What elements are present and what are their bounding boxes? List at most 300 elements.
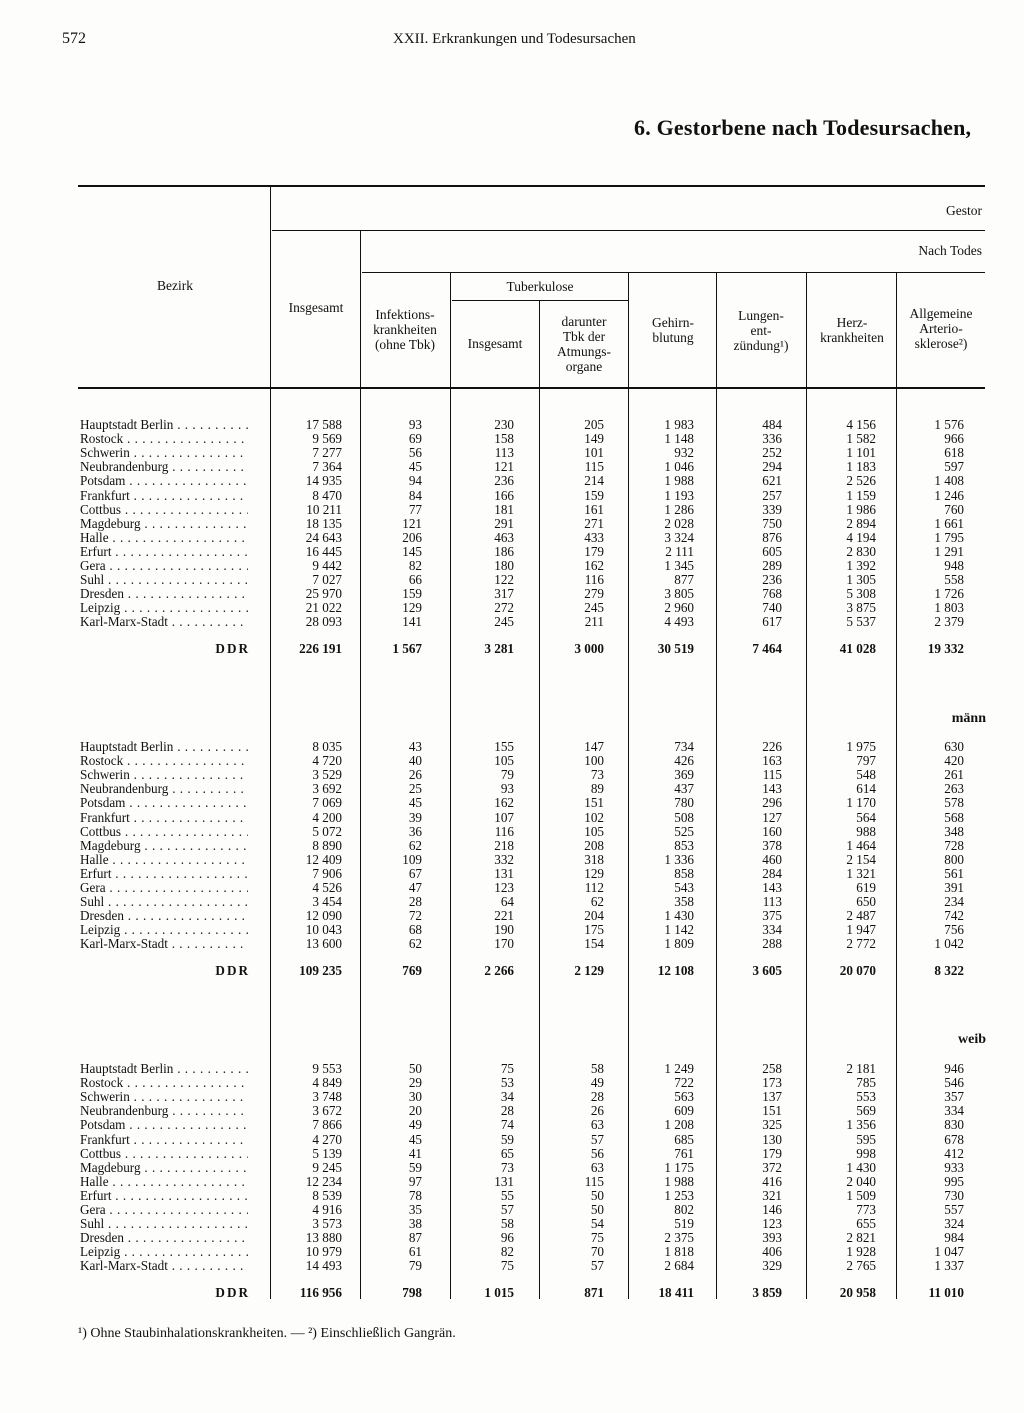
bezirk-name: Cottbus . . . bbox=[80, 1147, 248, 1161]
cell-value: 68 bbox=[408, 922, 422, 937]
cell-value: 39 bbox=[408, 810, 422, 825]
header-divider bbox=[806, 273, 807, 387]
cell-value: 64 bbox=[500, 894, 514, 909]
cell-value: 4 493 bbox=[664, 614, 694, 629]
cell-value: 750 bbox=[762, 516, 782, 531]
cell-value: 1 576 bbox=[934, 417, 964, 432]
cell-value: 800 bbox=[944, 852, 964, 867]
header-tuberkulose: Tuberkulose bbox=[506, 279, 574, 294]
table-row bbox=[0, 615, 1024, 629]
bezirk-name: Suhl . . . bbox=[80, 1217, 248, 1231]
cell-value: 761 bbox=[674, 1146, 694, 1161]
bezirk-name: Potsdam . . . bbox=[80, 796, 248, 810]
cell-value: 1 582 bbox=[846, 431, 876, 446]
table-row bbox=[0, 1147, 1024, 1161]
cell-value: 129 bbox=[584, 866, 604, 881]
cell-value: 89 bbox=[590, 781, 604, 796]
cell-value: 154 bbox=[584, 936, 604, 951]
cell-value: 257 bbox=[762, 488, 782, 503]
cell-value: 28 093 bbox=[305, 614, 342, 629]
cell-value: 28 bbox=[500, 1103, 514, 1118]
cell-value: 10 043 bbox=[305, 922, 342, 937]
bezirk-name: Rostock . . . bbox=[80, 754, 248, 768]
cell-value: 1 047 bbox=[934, 1244, 964, 1259]
table-row bbox=[0, 1118, 1024, 1132]
cell-value: 170 bbox=[494, 936, 514, 951]
cell-value: 2 765 bbox=[846, 1258, 876, 1273]
cell-value: 74 bbox=[500, 1117, 514, 1132]
cell-value: 2 830 bbox=[846, 544, 876, 559]
cell-value: 30 519 bbox=[657, 641, 694, 656]
header-herzkrankheiten: Herz- krankheiten bbox=[820, 315, 884, 345]
cell-value: 948 bbox=[944, 558, 964, 573]
cell-value: 9 442 bbox=[312, 558, 342, 573]
cell-value: 49 bbox=[590, 1075, 604, 1090]
table-row bbox=[0, 881, 1024, 895]
cell-value: 2 684 bbox=[664, 1258, 694, 1273]
cell-value: 2 181 bbox=[846, 1061, 876, 1076]
cell-value: 12 409 bbox=[305, 852, 342, 867]
cell-value: 2 375 bbox=[664, 1230, 694, 1245]
cell-value: 1 336 bbox=[664, 852, 694, 867]
cell-value: 3 573 bbox=[312, 1216, 342, 1231]
cell-value: 28 bbox=[408, 894, 422, 909]
cell-value: 1 175 bbox=[664, 1160, 694, 1175]
cell-value: 102 bbox=[584, 810, 604, 825]
cell-value: 204 bbox=[584, 908, 604, 923]
cell-value: 9 245 bbox=[312, 1160, 342, 1175]
cell-value: 145 bbox=[402, 544, 422, 559]
cell-value: 3 454 bbox=[312, 894, 342, 909]
cell-value: 155 bbox=[494, 739, 514, 754]
cell-value: 205 bbox=[584, 417, 604, 432]
cell-value: 162 bbox=[494, 795, 514, 810]
cell-value: 49 bbox=[408, 1117, 422, 1132]
cell-value: 54 bbox=[590, 1216, 604, 1231]
cell-value: 13 880 bbox=[305, 1230, 342, 1245]
cell-value: 62 bbox=[408, 936, 422, 951]
cell-value: 115 bbox=[584, 1174, 604, 1189]
table-title: 6. Gestorbene nach Todesursachen, bbox=[634, 115, 972, 140]
cell-value: 3 805 bbox=[664, 586, 694, 601]
cell-value: 1 947 bbox=[846, 922, 876, 937]
cell-value: 296 bbox=[762, 795, 782, 810]
cell-value: 206 bbox=[402, 530, 422, 545]
cell-value: 5 139 bbox=[312, 1146, 342, 1161]
table-row bbox=[0, 1217, 1024, 1231]
cell-value: 2 894 bbox=[846, 516, 876, 531]
table-row bbox=[0, 782, 1024, 796]
table-row bbox=[0, 825, 1024, 839]
table-row bbox=[0, 1259, 1024, 1273]
cell-value: 876 bbox=[762, 530, 782, 545]
cell-value: 336 bbox=[762, 431, 782, 446]
cell-value: 858 bbox=[674, 866, 694, 881]
cell-value: 1 142 bbox=[664, 922, 694, 937]
cell-value: 218 bbox=[494, 838, 514, 853]
cell-value: 8 890 bbox=[312, 838, 342, 853]
cell-value: 72 bbox=[408, 908, 422, 923]
cell-value: 756 bbox=[944, 922, 964, 937]
header-tbk-insgesamt: Insgesamt bbox=[467, 336, 523, 351]
cell-value: 57 bbox=[590, 1132, 604, 1147]
cell-value: 61 bbox=[408, 1244, 422, 1259]
cell-value: 147 bbox=[584, 739, 604, 754]
cell-value: 1 818 bbox=[664, 1244, 694, 1259]
bezirk-name: Schwerin . . . bbox=[80, 1090, 248, 1104]
cell-value: 2 154 bbox=[846, 852, 876, 867]
cell-value: 1 928 bbox=[846, 1244, 876, 1259]
cell-value: 932 bbox=[674, 445, 694, 460]
cell-value: 123 bbox=[494, 880, 514, 895]
cell-value: 58 bbox=[500, 1216, 514, 1231]
cell-value: 271 bbox=[584, 516, 604, 531]
cell-value: 79 bbox=[408, 1258, 422, 1273]
cell-value: 339 bbox=[762, 502, 782, 517]
cell-value: 75 bbox=[500, 1061, 514, 1076]
bezirk-name: Neubrandenburg . . . bbox=[80, 460, 248, 474]
cell-value: 50 bbox=[408, 1061, 422, 1076]
total-row bbox=[0, 1285, 1024, 1301]
cell-value: 4 194 bbox=[846, 530, 876, 545]
table-row bbox=[0, 587, 1024, 601]
cell-value: 334 bbox=[944, 1103, 964, 1118]
cell-value: 84 bbox=[408, 488, 422, 503]
cell-value: 4 526 bbox=[312, 880, 342, 895]
header-nach-todes: Nach Todes bbox=[918, 243, 982, 258]
cell-value: 208 bbox=[584, 838, 604, 853]
cell-value: 1 170 bbox=[846, 795, 876, 810]
cell-value: 59 bbox=[408, 1160, 422, 1175]
cell-value: 420 bbox=[944, 753, 964, 768]
cell-value: 728 bbox=[944, 838, 964, 853]
header-bottom-rule bbox=[78, 387, 985, 389]
cell-value: 1 975 bbox=[846, 739, 876, 754]
cell-value: 558 bbox=[944, 572, 964, 587]
cell-value: 18 411 bbox=[658, 1285, 694, 1300]
table-row bbox=[0, 923, 1024, 937]
cell-value: 45 bbox=[408, 795, 422, 810]
bezirk-name: Erfurt . . . bbox=[80, 1189, 248, 1203]
cell-value: 1 567 bbox=[392, 641, 422, 656]
cell-value: 26 bbox=[590, 1103, 604, 1118]
cell-value: 36 bbox=[408, 824, 422, 839]
cell-value: 236 bbox=[762, 572, 782, 587]
cell-value: 13 600 bbox=[305, 936, 342, 951]
cell-value: 12 090 bbox=[305, 908, 342, 923]
cell-value: 378 bbox=[762, 838, 782, 853]
table-row bbox=[0, 754, 1024, 768]
cell-value: 272 bbox=[494, 600, 514, 615]
cell-value: 1 661 bbox=[934, 516, 964, 531]
table-row bbox=[0, 768, 1024, 782]
cell-value: 284 bbox=[762, 866, 782, 881]
cell-value: 1 803 bbox=[934, 600, 964, 615]
cell-value: 877 bbox=[674, 572, 694, 587]
bezirk-name: Suhl . . . bbox=[80, 573, 248, 587]
cell-value: 35 bbox=[408, 1202, 422, 1217]
cell-value: 69 bbox=[408, 431, 422, 446]
bezirk-name: Dresden . . . bbox=[80, 587, 248, 601]
cell-value: 161 bbox=[584, 502, 604, 517]
cell-value: 226 bbox=[762, 739, 782, 754]
table-row bbox=[0, 909, 1024, 923]
cell-value: 163 bbox=[762, 753, 782, 768]
cell-value: 162 bbox=[584, 558, 604, 573]
cell-value: 109 bbox=[402, 852, 422, 867]
cell-value: 41 bbox=[408, 1146, 422, 1161]
cell-value: 3 281 bbox=[484, 641, 514, 656]
cell-value: 1 246 bbox=[934, 488, 964, 503]
cell-value: 137 bbox=[762, 1089, 782, 1104]
table-row bbox=[0, 1104, 1024, 1118]
cell-value: 73 bbox=[590, 767, 604, 782]
cell-value: 568 bbox=[944, 810, 964, 825]
section-label: weib bbox=[958, 1032, 986, 1047]
bezirk-name: Gera . . . bbox=[80, 881, 248, 895]
cell-value: 730 bbox=[944, 1188, 964, 1203]
cell-value: 14 493 bbox=[305, 1258, 342, 1273]
bezirk-name: Magdeburg . . . bbox=[80, 517, 248, 531]
cell-value: 65 bbox=[500, 1146, 514, 1161]
cell-value: 245 bbox=[584, 600, 604, 615]
cell-value: 7 906 bbox=[312, 866, 342, 881]
cell-value: 58 bbox=[590, 1061, 604, 1076]
cell-value: 722 bbox=[674, 1075, 694, 1090]
header-gestor: Gestor bbox=[946, 203, 982, 218]
header-divider bbox=[628, 273, 629, 387]
bezirk-name: Karl-Marx-Stadt . . . bbox=[80, 1259, 248, 1273]
cell-value: 158 bbox=[494, 431, 514, 446]
cell-value: 45 bbox=[408, 459, 422, 474]
bezirk-name: Gera . . . bbox=[80, 559, 248, 573]
cell-value: 525 bbox=[674, 824, 694, 839]
bezirk-name: Suhl . . . bbox=[80, 895, 248, 909]
cell-value: 3 672 bbox=[312, 1103, 342, 1118]
cell-value: 2 526 bbox=[846, 473, 876, 488]
cell-value: 2 028 bbox=[664, 516, 694, 531]
cell-value: 56 bbox=[408, 445, 422, 460]
header-divider bbox=[716, 273, 717, 387]
cell-value: 358 bbox=[674, 894, 694, 909]
cell-value: 63 bbox=[590, 1160, 604, 1175]
table-row bbox=[0, 1090, 1024, 1104]
cell-value: 768 bbox=[762, 586, 782, 601]
cell-value: 20 958 bbox=[839, 1285, 876, 1300]
table-row bbox=[0, 559, 1024, 573]
cell-value: 760 bbox=[944, 502, 964, 517]
cell-value: 57 bbox=[500, 1202, 514, 1217]
cell-value: 655 bbox=[856, 1216, 876, 1231]
cell-value: 5 537 bbox=[846, 614, 876, 629]
cell-value: 3 692 bbox=[312, 781, 342, 796]
cell-value: 1 193 bbox=[664, 488, 694, 503]
cell-value: 186 bbox=[494, 544, 514, 559]
cell-value: 1 208 bbox=[664, 1117, 694, 1132]
cell-value: 1 286 bbox=[664, 502, 694, 517]
cell-value: 9 553 bbox=[312, 1061, 342, 1076]
table-row bbox=[0, 460, 1024, 474]
running-head: XXII. Erkrankungen und Todesursachen bbox=[393, 31, 636, 47]
header-divider bbox=[270, 187, 271, 387]
bezirk-name: Frankfurt . . . bbox=[80, 489, 248, 503]
table-row bbox=[0, 811, 1024, 825]
cell-value: 97 bbox=[408, 1174, 422, 1189]
cell-value: 55 bbox=[500, 1188, 514, 1203]
cell-value: 93 bbox=[408, 417, 422, 432]
cell-value: 179 bbox=[584, 544, 604, 559]
cell-value: 742 bbox=[944, 908, 964, 923]
header-divider bbox=[360, 231, 361, 387]
table-row bbox=[0, 1175, 1024, 1189]
cell-value: 41 028 bbox=[839, 641, 876, 656]
bezirk-name: Neubrandenburg . . . bbox=[80, 1104, 248, 1118]
cell-value: 50 bbox=[590, 1188, 604, 1203]
cell-value: 7 069 bbox=[312, 795, 342, 810]
cell-value: 372 bbox=[762, 1160, 782, 1175]
cell-value: 4 156 bbox=[846, 417, 876, 432]
cell-value: 853 bbox=[674, 838, 694, 853]
cell-value: 617 bbox=[762, 614, 782, 629]
cell-value: 1 408 bbox=[934, 473, 964, 488]
bezirk-name: Frankfurt . . . bbox=[80, 1133, 248, 1147]
cell-value: 294 bbox=[762, 459, 782, 474]
cell-value: 252 bbox=[762, 445, 782, 460]
cell-value: 334 bbox=[762, 922, 782, 937]
bezirk-name: DDR bbox=[215, 641, 250, 656]
cell-value: 3 875 bbox=[846, 600, 876, 615]
cell-value: 151 bbox=[584, 795, 604, 810]
cell-value: 116 956 bbox=[299, 1285, 342, 1300]
cell-value: 288 bbox=[762, 936, 782, 951]
header-arteriosklerose: Allgemeine Arterio- sklerose²) bbox=[909, 306, 973, 351]
cell-value: 678 bbox=[944, 1132, 964, 1147]
cell-value: 871 bbox=[584, 1285, 604, 1300]
cell-value: 321 bbox=[762, 1188, 782, 1203]
cell-value: 67 bbox=[408, 866, 422, 881]
cell-value: 802 bbox=[674, 1202, 694, 1217]
cell-value: 1 356 bbox=[846, 1117, 876, 1132]
cell-value: 769 bbox=[402, 963, 422, 978]
cell-value: 1 305 bbox=[846, 572, 876, 587]
cell-value: 116 bbox=[584, 572, 604, 587]
header-rule-gestor bbox=[272, 230, 985, 231]
cell-value: 20 070 bbox=[839, 963, 876, 978]
cell-value: 1 015 bbox=[484, 1285, 514, 1300]
section-label: männ bbox=[951, 711, 986, 726]
total-row bbox=[0, 963, 1024, 979]
cell-value: 1 148 bbox=[664, 431, 694, 446]
cell-value: 4 916 bbox=[312, 1202, 342, 1217]
cell-value: 279 bbox=[584, 586, 604, 601]
cell-value: 141 bbox=[402, 614, 422, 629]
cell-value: 1 042 bbox=[934, 936, 964, 951]
bezirk-name: Erfurt . . . bbox=[80, 545, 248, 559]
cell-value: 75 bbox=[500, 1258, 514, 1273]
cell-value: 630 bbox=[944, 739, 964, 754]
cell-value: 173 bbox=[762, 1075, 782, 1090]
cell-value: 329 bbox=[762, 1258, 782, 1273]
cell-value: 34 bbox=[500, 1089, 514, 1104]
table-row bbox=[0, 839, 1024, 853]
table-row bbox=[0, 1245, 1024, 1259]
cell-value: 113 bbox=[494, 445, 514, 460]
table-row bbox=[0, 545, 1024, 559]
table-row bbox=[0, 446, 1024, 460]
cell-value: 5 072 bbox=[312, 824, 342, 839]
cell-value: 416 bbox=[762, 1174, 782, 1189]
cell-value: 1 392 bbox=[846, 558, 876, 573]
cell-value: 426 bbox=[674, 753, 694, 768]
cell-value: 391 bbox=[944, 880, 964, 895]
cell-value: 159 bbox=[584, 488, 604, 503]
cell-value: 122 bbox=[494, 572, 514, 587]
header-tbk-atmung: darunter Tbk der Atmungs- organe bbox=[557, 314, 611, 374]
cell-value: 1 430 bbox=[846, 1160, 876, 1175]
table-row bbox=[0, 853, 1024, 867]
cell-value: 100 bbox=[584, 753, 604, 768]
cell-value: 2 266 bbox=[484, 963, 514, 978]
cell-value: 578 bbox=[944, 795, 964, 810]
cell-value: 4 270 bbox=[312, 1132, 342, 1147]
cell-value: 685 bbox=[674, 1132, 694, 1147]
table-row bbox=[0, 573, 1024, 587]
cell-value: 12 234 bbox=[305, 1174, 342, 1189]
cell-value: 546 bbox=[944, 1075, 964, 1090]
table-row bbox=[0, 937, 1024, 951]
top-rule bbox=[78, 185, 985, 187]
cell-value: 211 bbox=[584, 614, 604, 629]
cell-value: 105 bbox=[494, 753, 514, 768]
header-infektion: Infektions- krankheiten (ohne Tbk) bbox=[373, 307, 437, 352]
cell-value: 605 bbox=[762, 544, 782, 559]
table-row bbox=[0, 895, 1024, 909]
cell-value: 20 bbox=[408, 1103, 422, 1118]
bezirk-name: Potsdam . . . bbox=[80, 1118, 248, 1132]
bezirk-name: Karl-Marx-Stadt . . . bbox=[80, 937, 248, 951]
bezirk-name: Magdeburg . . . bbox=[80, 839, 248, 853]
cell-value: 412 bbox=[944, 1146, 964, 1161]
footnote: ¹) Ohne Staubinhalationskrankheiten. — ²) Einschließlich Gangrän. bbox=[78, 1326, 456, 1341]
cell-value: 166 bbox=[494, 488, 514, 503]
bezirk-name: Frankfurt . . . bbox=[80, 811, 248, 825]
cell-value: 101 bbox=[584, 445, 604, 460]
cell-value: 324 bbox=[944, 1216, 964, 1231]
cell-value: 57 bbox=[590, 1258, 604, 1273]
cell-value: 597 bbox=[944, 459, 964, 474]
cell-value: 2 040 bbox=[846, 1174, 876, 1189]
cell-value: 3 605 bbox=[752, 963, 782, 978]
cell-value: 43 bbox=[408, 739, 422, 754]
table-row bbox=[0, 432, 1024, 446]
cell-value: 8 470 bbox=[312, 488, 342, 503]
cell-value: 79 bbox=[500, 767, 514, 782]
cell-value: 289 bbox=[762, 558, 782, 573]
cell-value: 143 bbox=[762, 880, 782, 895]
cell-value: 1 159 bbox=[846, 488, 876, 503]
bezirk-name: Halle . . . bbox=[80, 853, 248, 867]
cell-value: 557 bbox=[944, 1202, 964, 1217]
cell-value: 830 bbox=[944, 1117, 964, 1132]
cell-value: 1 464 bbox=[846, 838, 876, 853]
table-row bbox=[0, 1203, 1024, 1217]
cell-value: 59 bbox=[500, 1132, 514, 1147]
cell-value: 19 332 bbox=[927, 641, 964, 656]
header-gehirnblutung: Gehirn- blutung bbox=[652, 315, 694, 345]
cell-value: 28 bbox=[590, 1089, 604, 1104]
cell-value: 325 bbox=[762, 1117, 782, 1132]
cell-value: 121 bbox=[494, 459, 514, 474]
